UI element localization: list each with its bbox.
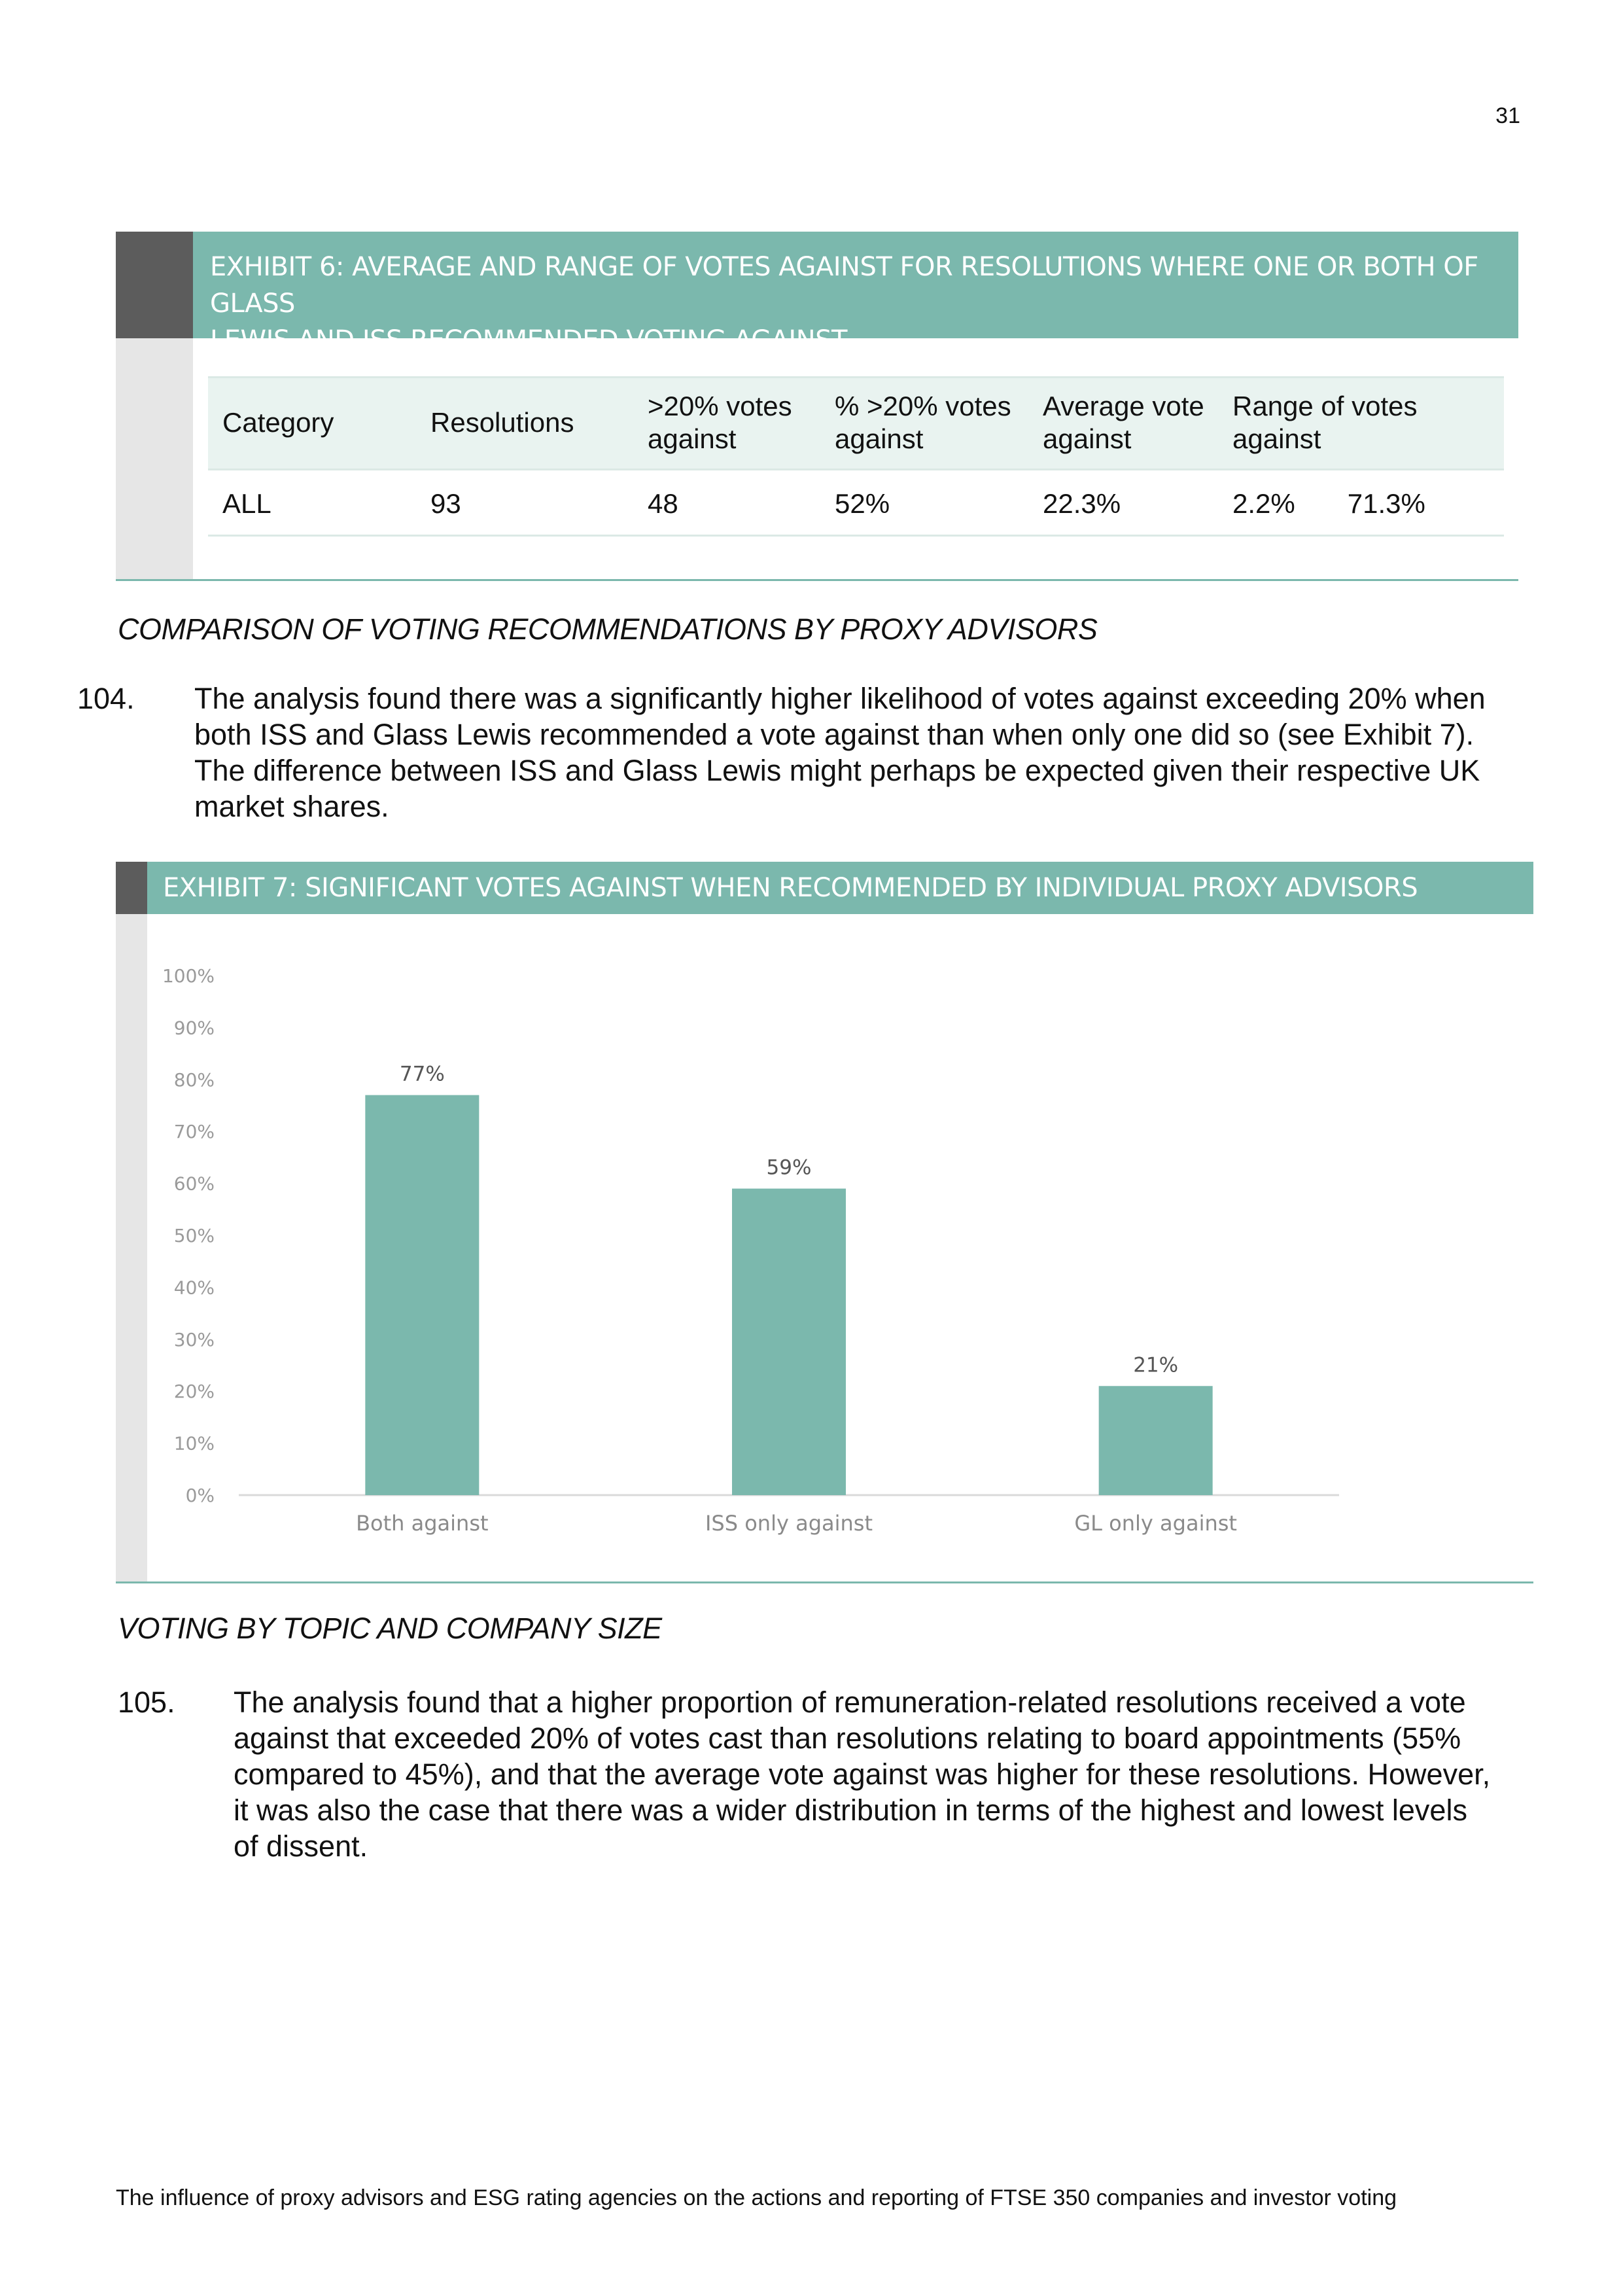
x-tick-label: Both against (356, 1511, 489, 1536)
table-row (208, 470, 1504, 536)
header-category: Category (208, 378, 416, 470)
header-average: Average vote against (1028, 378, 1218, 470)
y-tick-label: 30% (173, 1328, 215, 1351)
y-tick-label: 90% (173, 1017, 215, 1039)
bar-chart (147, 914, 1533, 1581)
cell-pct-over20: 52% (820, 470, 1028, 536)
exhibit-6-title-line-1: EXHIBIT 6: AVERAGE AND RANGE OF VOTES AGAINST FOR RESOLUTIONS WHERE ONE OR BOTH OF GLASS (210, 252, 1478, 319)
section-heading-topic: VOTING BY TOPIC AND COMPANY SIZE (118, 1612, 662, 1645)
header-over20: >20% votes against (633, 378, 820, 470)
x-tick-label: GL only against (1074, 1511, 1237, 1536)
paragraph-104-text: The analysis found there was a significantly higher likelihood of votes against exceeding 20% when both ISS and Glass Lewis recommended a vote against than when only one did so (see Exhibit 7). The difference between ISS and Glass Lewis might perhaps be expected given their respective UK market shares. (194, 682, 1486, 823)
exhibit-6 (116, 232, 1518, 581)
paragraph-105 (0, 1684, 1623, 1874)
exhibit-7-title: EXHIBIT 7: SIGNIFICANT VOTES AGAINST WHEN RECOMMENDED BY INDIVIDUAL PROXY ADVISORS (147, 862, 1533, 914)
y-tick-label: 80% (173, 1069, 215, 1091)
exhibit-7-strip-light (116, 914, 147, 1583)
data-label: 59% (766, 1156, 812, 1180)
exhibit-7-strip-dark (116, 862, 147, 914)
y-tick-label: 10% (173, 1432, 215, 1455)
section-heading-comparison: COMPARISON OF VOTING RECOMMENDATIONS BY PROXY ADVISORS (118, 612, 1098, 646)
bar-2 (732, 1189, 846, 1495)
cell-average: 22.3% (1028, 470, 1218, 536)
cell-range (1218, 470, 1504, 536)
paragraph-104 (0, 680, 1623, 831)
y-tick-label: 0% (185, 1485, 215, 1506)
exhibit-6-bottom-rule (116, 579, 1518, 581)
paragraph-105-text: The analysis found that a higher proportion of remuneration-related resolutions received a vote against that exceeded 20% of votes cast than resolutions relating to board appointments (55% compared to 45%), and that the average vote against was higher for these resolutions. However, it was also the case that there was a wider distribution in terms of the highest and lowest levels of dissent. (234, 1686, 1491, 1863)
data-label: 21% (1133, 1353, 1179, 1377)
exhibit-6-strip-dark (116, 232, 193, 338)
y-tick-label: 40% (173, 1277, 215, 1299)
y-tick-label: 20% (173, 1381, 215, 1403)
exhibit-6-title (193, 232, 1518, 355)
y-tick-label: 60% (173, 1173, 215, 1195)
header-range: Range of votes against (1218, 378, 1504, 470)
exhibit-7 (116, 862, 1533, 1583)
cell-resolutions: 93 (416, 470, 633, 536)
exhibit-6-title-line-2: LEWIS AND ISS RECOMMENDED VOTING AGAINST (210, 325, 847, 355)
exhibit-7-bottom-rule (116, 1581, 1533, 1583)
page-number: 31 (1495, 103, 1520, 128)
x-tick-label: ISS only against (705, 1511, 873, 1536)
range-low: 2.2% (1232, 488, 1295, 519)
bar-1 (365, 1095, 479, 1495)
cell-category: ALL (208, 470, 416, 536)
y-tick-label: 70% (173, 1121, 215, 1143)
paragraph-104-number: 104. (77, 682, 135, 715)
bar-3 (1099, 1386, 1213, 1495)
y-tick-label: 50% (173, 1225, 215, 1246)
paragraph-105-number: 105. (118, 1686, 175, 1719)
exhibit-6-table (208, 376, 1504, 537)
range-high: 71.3% (1347, 488, 1425, 519)
table-header-row (208, 378, 1504, 470)
exhibit-6-strip-light (116, 338, 193, 581)
data-label: 77% (399, 1062, 445, 1086)
y-tick-label: 100% (162, 965, 215, 987)
header-resolutions: Resolutions (416, 378, 633, 470)
cell-over20: 48 (633, 470, 820, 536)
header-pct-over20: % >20% votes against (820, 378, 1028, 470)
page-footer: The influence of proxy advisors and ESG rating agencies on the actions and reporting of FTSE 350 companies and investor voting (116, 2185, 1397, 2210)
